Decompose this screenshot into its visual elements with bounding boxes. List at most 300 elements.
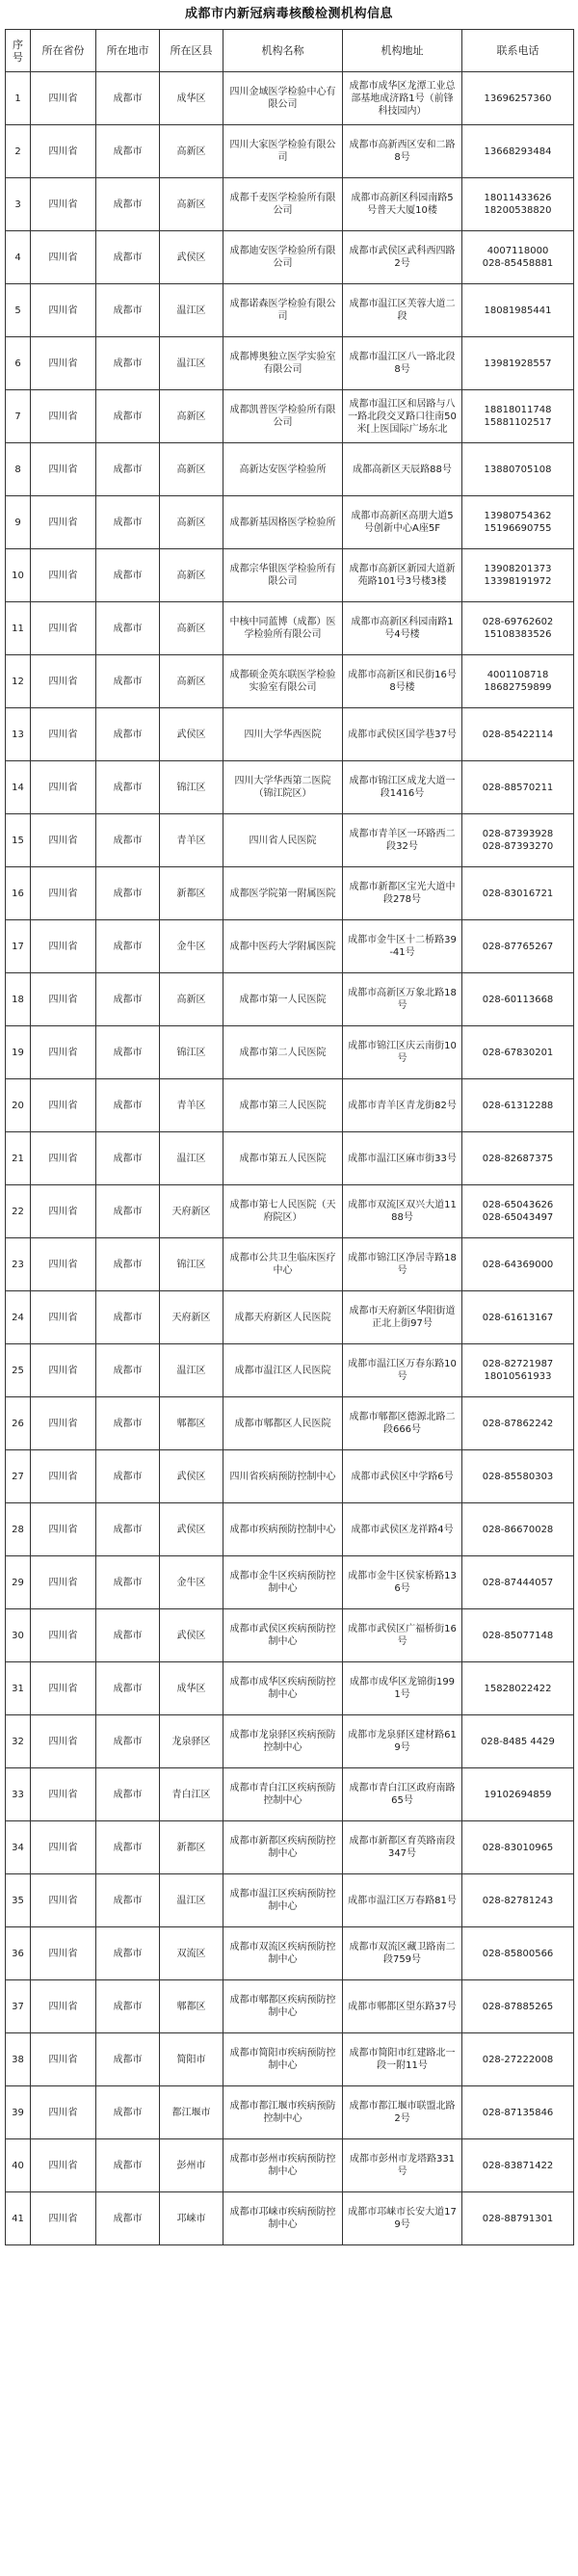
cell-district: 温江区 — [160, 284, 223, 337]
table-row — [6, 1079, 574, 1132]
cell-city: 成都市 — [96, 1397, 160, 1450]
cell-phone: 13908201373 13398191972 — [462, 549, 574, 602]
cell-index: 38 — [6, 2033, 31, 2086]
cell-city: 成都市 — [96, 72, 160, 125]
cell-city: 成都市 — [96, 867, 160, 920]
cell-province: 四川省 — [31, 973, 96, 1026]
cell-institution-address: 成都高新区天辰路88号 — [343, 443, 462, 496]
cell-district: 高新区 — [160, 655, 223, 708]
cell-district: 龙泉驿区 — [160, 1715, 223, 1768]
cell-province: 四川省 — [31, 867, 96, 920]
cell-province: 四川省 — [31, 708, 96, 761]
cell-phone: 028-82721987 18010561933 — [462, 1344, 574, 1397]
cell-institution-address: 成都市新都区育英路南段347号 — [343, 1821, 462, 1874]
cell-index: 26 — [6, 1397, 31, 1450]
cell-city: 成都市 — [96, 1291, 160, 1344]
cell-institution-address: 成都市成华区龙潭工业总部基地成济路1号（前锋科技园内） — [343, 72, 462, 125]
cell-institution-address: 成都市高新区科园南路1号4号楼 — [343, 602, 462, 655]
cell-province: 四川省 — [31, 655, 96, 708]
cell-province: 四川省 — [31, 2086, 96, 2139]
cell-index: 5 — [6, 284, 31, 337]
cell-province: 四川省 — [31, 1291, 96, 1344]
cell-province: 四川省 — [31, 2139, 96, 2192]
cell-district: 武侯区 — [160, 231, 223, 284]
cell-province: 四川省 — [31, 1556, 96, 1609]
cell-index: 24 — [6, 1291, 31, 1344]
table-row — [6, 2139, 574, 2192]
cell-district: 青白江区 — [160, 1768, 223, 1821]
cell-district: 锦江区 — [160, 1238, 223, 1291]
cell-city: 成都市 — [96, 284, 160, 337]
cell-institution-address: 成都市高新区高朋大道5号创新中心A座5F — [343, 496, 462, 549]
cell-phone: 4007118000 028-85458881 — [462, 231, 574, 284]
cell-phone: 028-87885265 — [462, 1980, 574, 2033]
cell-institution-address: 成都市邛崃市长安大道179号 — [343, 2192, 462, 2245]
table-row — [6, 1609, 574, 1662]
cell-institution-name: 成都宗华银医学检验所有限公司 — [223, 549, 343, 602]
cell-phone: 028-88570211 — [462, 761, 574, 814]
cell-province: 四川省 — [31, 761, 96, 814]
cell-institution-name: 成都市双流区疾病预防控制中心 — [223, 1927, 343, 1980]
cell-phone: 028-85580303 — [462, 1450, 574, 1503]
cell-phone: 028-82687375 — [462, 1132, 574, 1185]
cell-institution-name: 四川金域医学检验中心有限公司 — [223, 72, 343, 125]
cell-province: 四川省 — [31, 1344, 96, 1397]
cell-institution-address: 成都市温江区芙蓉大道二段 — [343, 284, 462, 337]
cell-institution-name: 成都市都江堰市疾病预防控制中心 — [223, 2086, 343, 2139]
cell-province: 四川省 — [31, 284, 96, 337]
cell-district: 邛崃市 — [160, 2192, 223, 2245]
table-row — [6, 708, 574, 761]
cell-phone: 13980754362 15196690755 — [462, 496, 574, 549]
cell-phone: 028-83010965 — [462, 1821, 574, 1874]
cell-province: 四川省 — [31, 496, 96, 549]
table-row — [6, 390, 574, 443]
header-institution-name: 机构名称 — [223, 30, 343, 72]
page-title: 成都市内新冠病毒核酸检测机构信息 — [184, 7, 393, 21]
table-row — [6, 867, 574, 920]
table-row — [6, 2192, 574, 2245]
cell-institution-name: 成都市金牛区疾病预防控制中心 — [223, 1556, 343, 1609]
cell-district: 高新区 — [160, 125, 223, 178]
cell-city: 成都市 — [96, 1874, 160, 1927]
table-row — [6, 1980, 574, 2033]
cell-province: 四川省 — [31, 1079, 96, 1132]
cell-index: 9 — [6, 496, 31, 549]
table-row — [6, 231, 574, 284]
cell-phone: 028-88791301 — [462, 2192, 574, 2245]
cell-index: 16 — [6, 867, 31, 920]
header-institution-address: 机构地址 — [343, 30, 462, 72]
table-row — [6, 1450, 574, 1503]
cell-phone: 028-83016721 — [462, 867, 574, 920]
cell-city: 成都市 — [96, 1821, 160, 1874]
cell-district: 高新区 — [160, 443, 223, 496]
header-index: 序号 — [6, 30, 31, 72]
cell-institution-name: 成都市邛崃市疾病预防控制中心 — [223, 2192, 343, 2245]
cell-index: 10 — [6, 549, 31, 602]
cell-index: 29 — [6, 1556, 31, 1609]
table-row — [6, 655, 574, 708]
table-row — [6, 337, 574, 390]
cell-district: 高新区 — [160, 496, 223, 549]
cell-index: 2 — [6, 125, 31, 178]
cell-province: 四川省 — [31, 814, 96, 867]
cell-index: 31 — [6, 1662, 31, 1715]
cell-institution-name: 成都市郫都区人民医院 — [223, 1397, 343, 1450]
table-row — [6, 1344, 574, 1397]
cell-province: 四川省 — [31, 2033, 96, 2086]
cell-institution-address: 成都市郫都区德源北路二段666号 — [343, 1397, 462, 1450]
cell-city: 成都市 — [96, 602, 160, 655]
cell-institution-address: 成都市金牛区十二桥路39-41号 — [343, 920, 462, 973]
cell-institution-name: 四川大学华西第二医院（锦江院区） — [223, 761, 343, 814]
cell-district: 青羊区 — [160, 814, 223, 867]
cell-district: 郫都区 — [160, 1980, 223, 2033]
cell-city: 成都市 — [96, 2033, 160, 2086]
cell-phone: 028-85077148 — [462, 1609, 574, 1662]
cell-institution-name: 成都市第二人民医院 — [223, 1026, 343, 1079]
testing-institutions-table — [5, 29, 574, 2245]
cell-institution-name: 成都市公共卫生临床医疗中心 — [223, 1238, 343, 1291]
cell-city: 成都市 — [96, 1132, 160, 1185]
cell-province: 四川省 — [31, 1821, 96, 1874]
cell-institution-address: 成都市温江区万春路81号 — [343, 1874, 462, 1927]
cell-institution-name: 成都凯普医学检验所有限公司 — [223, 390, 343, 443]
cell-district: 高新区 — [160, 549, 223, 602]
table-row — [6, 1715, 574, 1768]
cell-index: 18 — [6, 973, 31, 1026]
cell-index: 6 — [6, 337, 31, 390]
cell-district: 温江区 — [160, 1344, 223, 1397]
cell-province: 四川省 — [31, 920, 96, 973]
table-row — [6, 761, 574, 814]
cell-city: 成都市 — [96, 443, 160, 496]
cell-city: 成都市 — [96, 814, 160, 867]
cell-institution-name: 成都市简阳市疾病预防控制中心 — [223, 2033, 343, 2086]
cell-index: 40 — [6, 2139, 31, 2192]
cell-phone: 028-87444057 — [462, 1556, 574, 1609]
table-row — [6, 1026, 574, 1079]
cell-index: 33 — [6, 1768, 31, 1821]
cell-institution-name: 成都迪安医学检验所有限公司 — [223, 231, 343, 284]
cell-institution-name: 成都市第三人民医院 — [223, 1079, 343, 1132]
cell-district: 温江区 — [160, 337, 223, 390]
cell-city: 成都市 — [96, 1609, 160, 1662]
cell-province: 四川省 — [31, 1662, 96, 1715]
cell-phone: 028-61312288 — [462, 1079, 574, 1132]
cell-institution-address: 成都市青羊区一环路西二段32号 — [343, 814, 462, 867]
cell-index: 30 — [6, 1609, 31, 1662]
cell-phone: 028-87862242 — [462, 1397, 574, 1450]
cell-index: 28 — [6, 1503, 31, 1556]
cell-phone: 028-67830201 — [462, 1026, 574, 1079]
cell-city: 成都市 — [96, 1450, 160, 1503]
cell-province: 四川省 — [31, 390, 96, 443]
cell-phone: 028-69762602 15108383526 — [462, 602, 574, 655]
cell-phone: 028-87135846 — [462, 2086, 574, 2139]
cell-city: 成都市 — [96, 655, 160, 708]
cell-institution-address: 成都市都江堰市联盟北路2号 — [343, 2086, 462, 2139]
cell-institution-address: 成都市郫都区望东路37号 — [343, 1980, 462, 2033]
header-city: 所在地市 — [96, 30, 160, 72]
cell-index: 3 — [6, 178, 31, 231]
cell-district: 新都区 — [160, 867, 223, 920]
table-row — [6, 443, 574, 496]
cell-institution-name: 成都市彭州市疾病预防控制中心 — [223, 2139, 343, 2192]
cell-institution-address: 成都市锦江区成龙大道一段1416号 — [343, 761, 462, 814]
cell-city: 成都市 — [96, 125, 160, 178]
cell-index: 14 — [6, 761, 31, 814]
cell-province: 四川省 — [31, 1503, 96, 1556]
cell-district: 高新区 — [160, 390, 223, 443]
table-row — [6, 814, 574, 867]
cell-institution-address: 成都市高新区新园大道新苑路101号3号楼3楼 — [343, 549, 462, 602]
cell-institution-address: 成都市天府新区华阳街道正北上街97号 — [343, 1291, 462, 1344]
cell-phone: 028-61613167 — [462, 1291, 574, 1344]
header-phone: 联系电话 — [462, 30, 574, 72]
cell-city: 成都市 — [96, 1662, 160, 1715]
cell-institution-name: 成都博奥独立医学实验室有限公司 — [223, 337, 343, 390]
cell-city: 成都市 — [96, 1344, 160, 1397]
table-body — [6, 72, 574, 2245]
cell-city: 成都市 — [96, 1927, 160, 1980]
cell-institution-name: 高新达安医学检验所 — [223, 443, 343, 496]
cell-province: 四川省 — [31, 178, 96, 231]
cell-index: 35 — [6, 1874, 31, 1927]
cell-phone: 13981928557 — [462, 337, 574, 390]
cell-institution-name: 成都中医药大学附属医院 — [223, 920, 343, 973]
cell-city: 成都市 — [96, 761, 160, 814]
cell-index: 19 — [6, 1026, 31, 1079]
cell-province: 四川省 — [31, 1450, 96, 1503]
cell-province: 四川省 — [31, 125, 96, 178]
cell-institution-name: 成都诺森医学检验有限公司 — [223, 284, 343, 337]
cell-index: 20 — [6, 1079, 31, 1132]
cell-institution-address: 成都市青白江区政府南路65号 — [343, 1768, 462, 1821]
cell-district: 简阳市 — [160, 2033, 223, 2086]
cell-province: 四川省 — [31, 1768, 96, 1821]
cell-province: 四川省 — [31, 72, 96, 125]
cell-city: 成都市 — [96, 708, 160, 761]
cell-index: 23 — [6, 1238, 31, 1291]
cell-city: 成都市 — [96, 1026, 160, 1079]
table-header-row — [6, 30, 574, 72]
cell-index: 37 — [6, 1980, 31, 2033]
cell-city: 成都市 — [96, 2192, 160, 2245]
cell-institution-name: 成都市青白江区疾病预防控制中心 — [223, 1768, 343, 1821]
cell-institution-name: 四川大家医学检验有限公司 — [223, 125, 343, 178]
table-row — [6, 602, 574, 655]
table-row — [6, 1238, 574, 1291]
cell-province: 四川省 — [31, 337, 96, 390]
cell-index: 17 — [6, 920, 31, 973]
cell-index: 7 — [6, 390, 31, 443]
cell-province: 四川省 — [31, 602, 96, 655]
cell-province: 四川省 — [31, 1715, 96, 1768]
cell-institution-name: 四川省疾病预防控制中心 — [223, 1450, 343, 1503]
cell-institution-address: 成都市武侯区武科西四路2号 — [343, 231, 462, 284]
cell-city: 成都市 — [96, 231, 160, 284]
cell-province: 四川省 — [31, 1185, 96, 1238]
cell-city: 成都市 — [96, 1503, 160, 1556]
cell-phone: 19102694859 — [462, 1768, 574, 1821]
cell-institution-address: 成都市武侯区龙祥路4号 — [343, 1503, 462, 1556]
cell-institution-name: 成都硕金英东联医学检验实验室有限公司 — [223, 655, 343, 708]
cell-district: 彭州市 — [160, 2139, 223, 2192]
cell-index: 15 — [6, 814, 31, 867]
cell-institution-name: 成都市郫都区疾病预防控制中心 — [223, 1980, 343, 2033]
cell-city: 成都市 — [96, 1556, 160, 1609]
cell-province: 四川省 — [31, 2192, 96, 2245]
cell-city: 成都市 — [96, 920, 160, 973]
table-row — [6, 72, 574, 125]
cell-district: 温江区 — [160, 1132, 223, 1185]
cell-district: 锦江区 — [160, 761, 223, 814]
header-province: 所在省份 — [31, 30, 96, 72]
table-row — [6, 1185, 574, 1238]
table-row — [6, 125, 574, 178]
cell-phone: 028-60113668 — [462, 973, 574, 1026]
cell-district: 都江堰市 — [160, 2086, 223, 2139]
cell-province: 四川省 — [31, 1026, 96, 1079]
cell-index: 25 — [6, 1344, 31, 1397]
cell-province: 四川省 — [31, 1238, 96, 1291]
cell-district: 锦江区 — [160, 1026, 223, 1079]
cell-phone: 13696257360 — [462, 72, 574, 125]
cell-phone: 028-27222008 — [462, 2033, 574, 2086]
cell-index: 1 — [6, 72, 31, 125]
cell-institution-name: 成都市温江区人民医院 — [223, 1344, 343, 1397]
cell-institution-address: 成都市高新区科园南路5号普天大厦10楼 — [343, 178, 462, 231]
cell-institution-address: 成都市温江区麻市街33号 — [343, 1132, 462, 1185]
cell-city: 成都市 — [96, 2086, 160, 2139]
cell-index: 11 — [6, 602, 31, 655]
cell-city: 成都市 — [96, 1768, 160, 1821]
cell-phone: 028-87393928 028-87393270 — [462, 814, 574, 867]
cell-province: 四川省 — [31, 549, 96, 602]
cell-phone: 028-64369000 — [462, 1238, 574, 1291]
cell-index: 34 — [6, 1821, 31, 1874]
cell-phone: 028-85800566 — [462, 1927, 574, 1980]
cell-institution-name: 成都医学院第一附属医院 — [223, 867, 343, 920]
cell-city: 成都市 — [96, 496, 160, 549]
cell-institution-name: 成都天府新区人民医院 — [223, 1291, 343, 1344]
cell-district: 双流区 — [160, 1927, 223, 1980]
cell-city: 成都市 — [96, 1980, 160, 2033]
cell-phone: 028-82781243 — [462, 1874, 574, 1927]
table-row — [6, 1821, 574, 1874]
cell-institution-name: 成都市第一人民医院 — [223, 973, 343, 1026]
cell-city: 成都市 — [96, 390, 160, 443]
table-row — [6, 973, 574, 1026]
cell-district: 武侯区 — [160, 1450, 223, 1503]
cell-institution-name: 成都千麦医学检验所有限公司 — [223, 178, 343, 231]
cell-institution-name: 成都市第五人民医院 — [223, 1132, 343, 1185]
cell-city: 成都市 — [96, 2139, 160, 2192]
cell-institution-address: 成都市彭州市龙塔路331号 — [343, 2139, 462, 2192]
table-row — [6, 1291, 574, 1344]
table-row — [6, 1768, 574, 1821]
cell-institution-name: 成都市成华区疾病预防控制中心 — [223, 1662, 343, 1715]
cell-institution-address: 成都市高新西区安和二路8号 — [343, 125, 462, 178]
cell-institution-address: 成都市武侯区国学巷37号 — [343, 708, 462, 761]
table-row — [6, 1132, 574, 1185]
cell-district: 天府新区 — [160, 1291, 223, 1344]
cell-institution-address: 成都市温江区八一路北段8号 — [343, 337, 462, 390]
cell-institution-name: 成都市新都区疾病预防控制中心 — [223, 1821, 343, 1874]
cell-index: 13 — [6, 708, 31, 761]
table-row — [6, 549, 574, 602]
cell-institution-address: 成都市武侯区广福桥街16号 — [343, 1609, 462, 1662]
cell-city: 成都市 — [96, 549, 160, 602]
cell-city: 成都市 — [96, 1185, 160, 1238]
cell-district: 武侯区 — [160, 708, 223, 761]
cell-city: 成都市 — [96, 1079, 160, 1132]
cell-phone: 4001108718 18682759899 — [462, 655, 574, 708]
cell-institution-address: 成都市锦江区庆云南街10号 — [343, 1026, 462, 1079]
cell-province: 四川省 — [31, 1609, 96, 1662]
cell-phone: 15828022422 — [462, 1662, 574, 1715]
cell-district: 成华区 — [160, 72, 223, 125]
cell-district: 金牛区 — [160, 920, 223, 973]
cell-institution-name: 中核中同蓝博（成都）医学检验所有限公司 — [223, 602, 343, 655]
cell-phone: 028-8485 4429 — [462, 1715, 574, 1768]
cell-district: 温江区 — [160, 1874, 223, 1927]
cell-institution-name: 成都市龙泉驿区疾病预防控制中心 — [223, 1715, 343, 1768]
cell-index: 36 — [6, 1927, 31, 1980]
cell-district: 天府新区 — [160, 1185, 223, 1238]
cell-institution-address: 成都市青羊区青龙街82号 — [343, 1079, 462, 1132]
cell-district: 成华区 — [160, 1662, 223, 1715]
cell-phone: 028-65043626 028-65043497 — [462, 1185, 574, 1238]
cell-province: 四川省 — [31, 1397, 96, 1450]
cell-city: 成都市 — [96, 973, 160, 1026]
cell-phone: 13668293484 — [462, 125, 574, 178]
cell-index: 8 — [6, 443, 31, 496]
cell-phone: 13880705108 — [462, 443, 574, 496]
cell-institution-name: 四川省人民医院 — [223, 814, 343, 867]
cell-district: 金牛区 — [160, 1556, 223, 1609]
cell-index: 27 — [6, 1450, 31, 1503]
cell-city: 成都市 — [96, 1238, 160, 1291]
table-row — [6, 1874, 574, 1927]
cell-phone: 028-85422114 — [462, 708, 574, 761]
cell-institution-name: 成都市武侯区疾病预防控制中心 — [223, 1609, 343, 1662]
cell-phone: 028-86670028 — [462, 1503, 574, 1556]
cell-institution-address: 成都市温江区和居路与八一路北段交叉路口往南50米[上医国际广场东北 — [343, 390, 462, 443]
cell-institution-name: 成都市疾病预防控制中心 — [223, 1503, 343, 1556]
table-row — [6, 2086, 574, 2139]
cell-institution-name: 成都市第七人民医院（天府院区） — [223, 1185, 343, 1238]
cell-index: 39 — [6, 2086, 31, 2139]
cell-institution-name: 成都新基因格医学检验所 — [223, 496, 343, 549]
cell-index: 41 — [6, 2192, 31, 2245]
cell-city: 成都市 — [96, 178, 160, 231]
table-row — [6, 1397, 574, 1450]
cell-district: 新都区 — [160, 1821, 223, 1874]
cell-province: 四川省 — [31, 1927, 96, 1980]
header-district: 所在区县 — [160, 30, 223, 72]
cell-institution-address: 成都市双流区双兴大道1188号 — [343, 1185, 462, 1238]
cell-phone: 18081985441 — [462, 284, 574, 337]
table-row — [6, 1927, 574, 1980]
cell-institution-name: 四川大学华西医院 — [223, 708, 343, 761]
cell-district: 高新区 — [160, 178, 223, 231]
cell-index: 22 — [6, 1185, 31, 1238]
table-row — [6, 1503, 574, 1556]
cell-province: 四川省 — [31, 1874, 96, 1927]
